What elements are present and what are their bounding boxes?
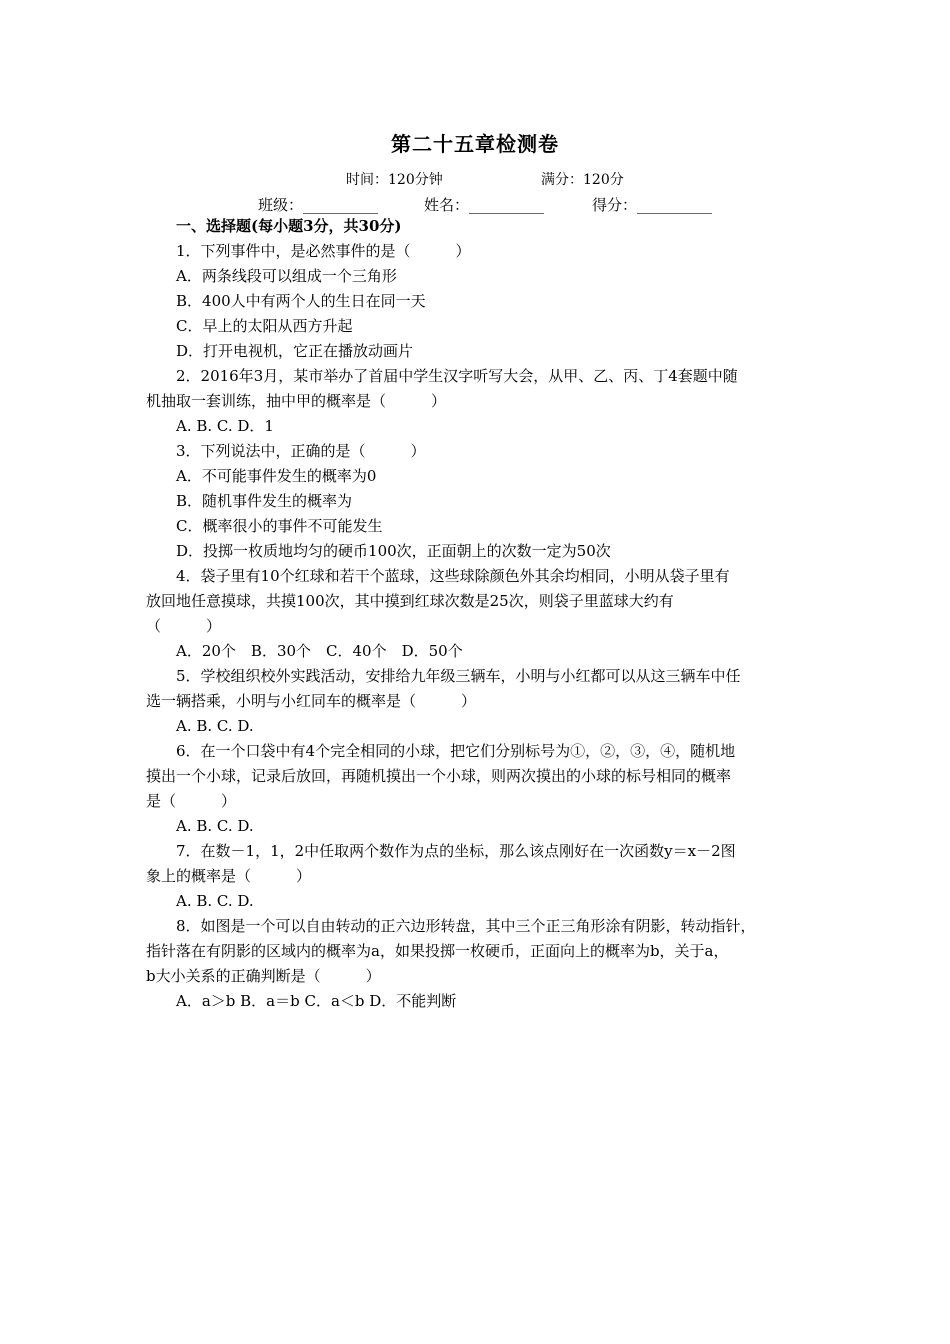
q8-stem-line1: 8．如图是一个可以自由转动的正六边形转盘，其中三个正三角形涂有阴影，转动指针， <box>176 917 756 935</box>
score-label: 满分：120分 <box>541 172 624 188</box>
page-title: 第二十五章检测卷 <box>391 132 559 156</box>
q3-option-c: C．概率很小的事件不可能发生 <box>176 517 383 535</box>
time-label: 时间：120分钟 <box>346 172 443 188</box>
q3-stem: 3．下列说法中，正确的是（ ） <box>176 442 426 460</box>
score-field: 得分：__________ <box>592 196 713 214</box>
q3-option-d: D．投掷一枚质地均匀的硬币100次，正面朝上的次数一定为50次 <box>176 542 611 560</box>
class-field: 班级：__________ <box>258 196 379 214</box>
q5-stem-line2: 选一辆搭乘，小明与小红同车的概率是（ ） <box>146 692 477 710</box>
q1-option-c: C．早上的太阳从西方升起 <box>176 317 353 335</box>
q8-options: A．a＞b B．a＝b C．a＜b D．不能判断 <box>176 992 457 1010</box>
q6-stem-line2: 摸出一个小球，记录后放回，再随机摸出一个小球，则两次摸出的小球的标号相同的概率 <box>146 767 732 785</box>
q4-stem-line2: 放回地任意摸球，共摸100次，其中摸到红球次数是25次，则袋子里蓝球大约有 <box>146 592 674 610</box>
q5-options: A. B. C. D. <box>176 717 254 735</box>
q2-options: A. B. C. D．1 <box>176 417 274 435</box>
q5-stem-line1: 5．学校组织校外实践活动，安排给九年级三辆车，小明与小红都可以从这三辆车中任 <box>176 667 741 685</box>
name-field: 姓名：__________ <box>424 196 545 214</box>
q7-options: A. B. C. D. <box>176 892 254 910</box>
q2-stem-line2: 机抽取一套训练，抽中甲的概率是（ ） <box>146 392 447 410</box>
q8-stem-line3: b大小关系的正确判断是（ ） <box>146 967 381 985</box>
q6-stem-line1: 6．在一个口袋中有4个完全相同的小球，把它们分别标号为①，②，③，④，随机地 <box>176 742 736 760</box>
q8-stem-line2: 指针落在有阴影的区域内的概率为a，如果投掷一枚硬币，正面向上的概率为b，关于a， <box>146 942 729 960</box>
q7-stem-line2: 象上的概率是（ ） <box>146 867 312 885</box>
q7-stem-line1: 7．在数－1，1，2中任取两个数作为点的坐标，那么该点刚好在一次函数y＝x－2图 <box>176 842 736 860</box>
q1-stem: 1．下列事件中，是必然事件的是（ ） <box>176 242 471 260</box>
q1-option-a: A．两条线段可以组成一个三角形 <box>176 267 397 285</box>
q4-stem-line1: 4．袋子里有10个红球和若干个蓝球，这些球除颜色外其余均相同，小明从袋子里有 <box>176 567 730 585</box>
q3-option-b: B．随机事件发生的概率为 <box>176 492 353 510</box>
q6-stem-line3: 是（ ） <box>146 792 237 810</box>
q4-options: A．20个 B．30个 C．40个 D．50个 <box>176 642 463 660</box>
section-heading: 一、选择题(每小题3分，共30分) <box>176 217 402 235</box>
q3-option-a: A．不可能事件发生的概率为0 <box>176 467 377 485</box>
q4-stem-line3: （ ） <box>146 617 222 635</box>
q1-option-d: D．打开电视机，它正在播放动画片 <box>176 342 414 360</box>
q6-options: A. B. C. D. <box>176 817 254 835</box>
q1-option-b: B．400人中有两个人的生日在同一天 <box>176 292 426 310</box>
q2-stem-line1: 2．2016年3月，某市举办了首届中学生汉字听写大会，从甲、乙、丙、丁4套题中随 <box>176 367 738 385</box>
